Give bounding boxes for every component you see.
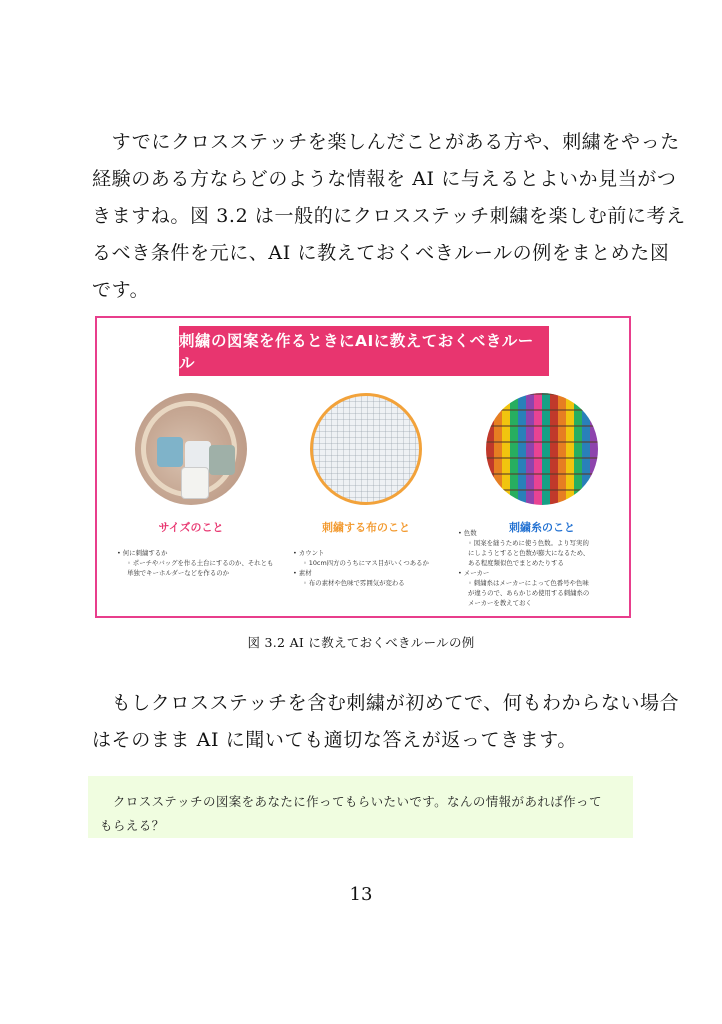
cloth-bullets	[293, 548, 429, 588]
bullet-item: • メーカー	[458, 569, 490, 577]
bullet-item: • 何に刺繍するか	[117, 549, 168, 557]
paragraph-1-line: です。	[92, 279, 150, 301]
paragraph-2-line: はそのまま AI に聞いても適切な答えが返ってきます。	[92, 729, 577, 751]
bullet-item: • 素材	[293, 569, 312, 577]
bullet-item: 単独でキーホルダーなどを作るのか	[127, 569, 229, 577]
hoop-photo	[135, 393, 247, 505]
thread-spool-icon	[157, 437, 183, 467]
thread-bullets	[458, 528, 589, 608]
paragraph-1-line: るべき条件を元に、AI に教えておくべきルールの例をまとめた図	[92, 242, 670, 264]
paragraph-1-line: すでにクロスステッチを楽しんだことがある方や、刺繍をやった	[92, 131, 680, 153]
figure-3-2	[95, 316, 631, 618]
bullet-item: ◦ 刺繍糸はメーカーによって色番号や色味	[468, 579, 589, 587]
bullet-item: ◦ 10cm四方のうちにマス目がいくつあるか	[303, 559, 429, 567]
thread-spool-icon	[209, 445, 235, 475]
bullet-item: にしようとすると色数が膨大になるため、	[468, 549, 590, 557]
figure-caption: 図 3.2 AI に教えておくべきルールの例	[247, 635, 475, 650]
paragraph-1-line: きますね。図 3.2 は一般的にクロスステッチ刺繍を楽しむ前に考え	[92, 205, 686, 227]
prompt-line: クロスステッチの図案をあなたに作ってもらいたいです。なんの情報があれば作って	[100, 794, 602, 809]
section-heading-thread: 刺繍糸のこと	[509, 521, 575, 534]
paragraph-2-line: もしクロスステッチを含む刺繍が初めてで、何もわからない場合	[92, 692, 680, 714]
figure-title: 刺繍の図案を作るときにAIに教えておくべきルール	[179, 326, 549, 376]
bullet-item: が違うので、あらかじめ使用する刺繍糸の	[468, 589, 590, 597]
bullet-item: メーカーを教えておく	[468, 599, 532, 607]
paragraph-1	[92, 124, 686, 309]
prompt-line: もらえる？	[100, 818, 165, 833]
bullet-item: ◦ 布の素材や色味で雰囲気が変わる	[303, 579, 405, 587]
paragraph-2	[92, 685, 680, 759]
section-heading-size: サイズのこと	[158, 521, 224, 534]
bullet-item: • 色数	[458, 529, 477, 537]
bullet-item: ◦ 図案を縫うために使う色数。より写実的	[468, 539, 589, 547]
bullet-item: ◦ ポーチやバッグを作る土台にするのか、それとも	[127, 559, 274, 567]
thread-spool-icon	[181, 467, 209, 499]
bullet-item: • カウント	[293, 549, 325, 557]
section-heading-cloth: 刺繍する布のこと	[322, 521, 410, 534]
aida-cloth-photo	[310, 393, 422, 505]
bullet-item: ある程度類似色でまとめたりする	[468, 559, 564, 567]
embroidery-thread-photo	[486, 393, 598, 505]
page-number: 13	[349, 884, 373, 905]
prompt-example-box	[88, 776, 633, 838]
size-bullets	[117, 548, 273, 578]
paragraph-1-line: 経験のある方ならどのような情報を AI に与えるとよいか見当がつ	[92, 168, 677, 190]
